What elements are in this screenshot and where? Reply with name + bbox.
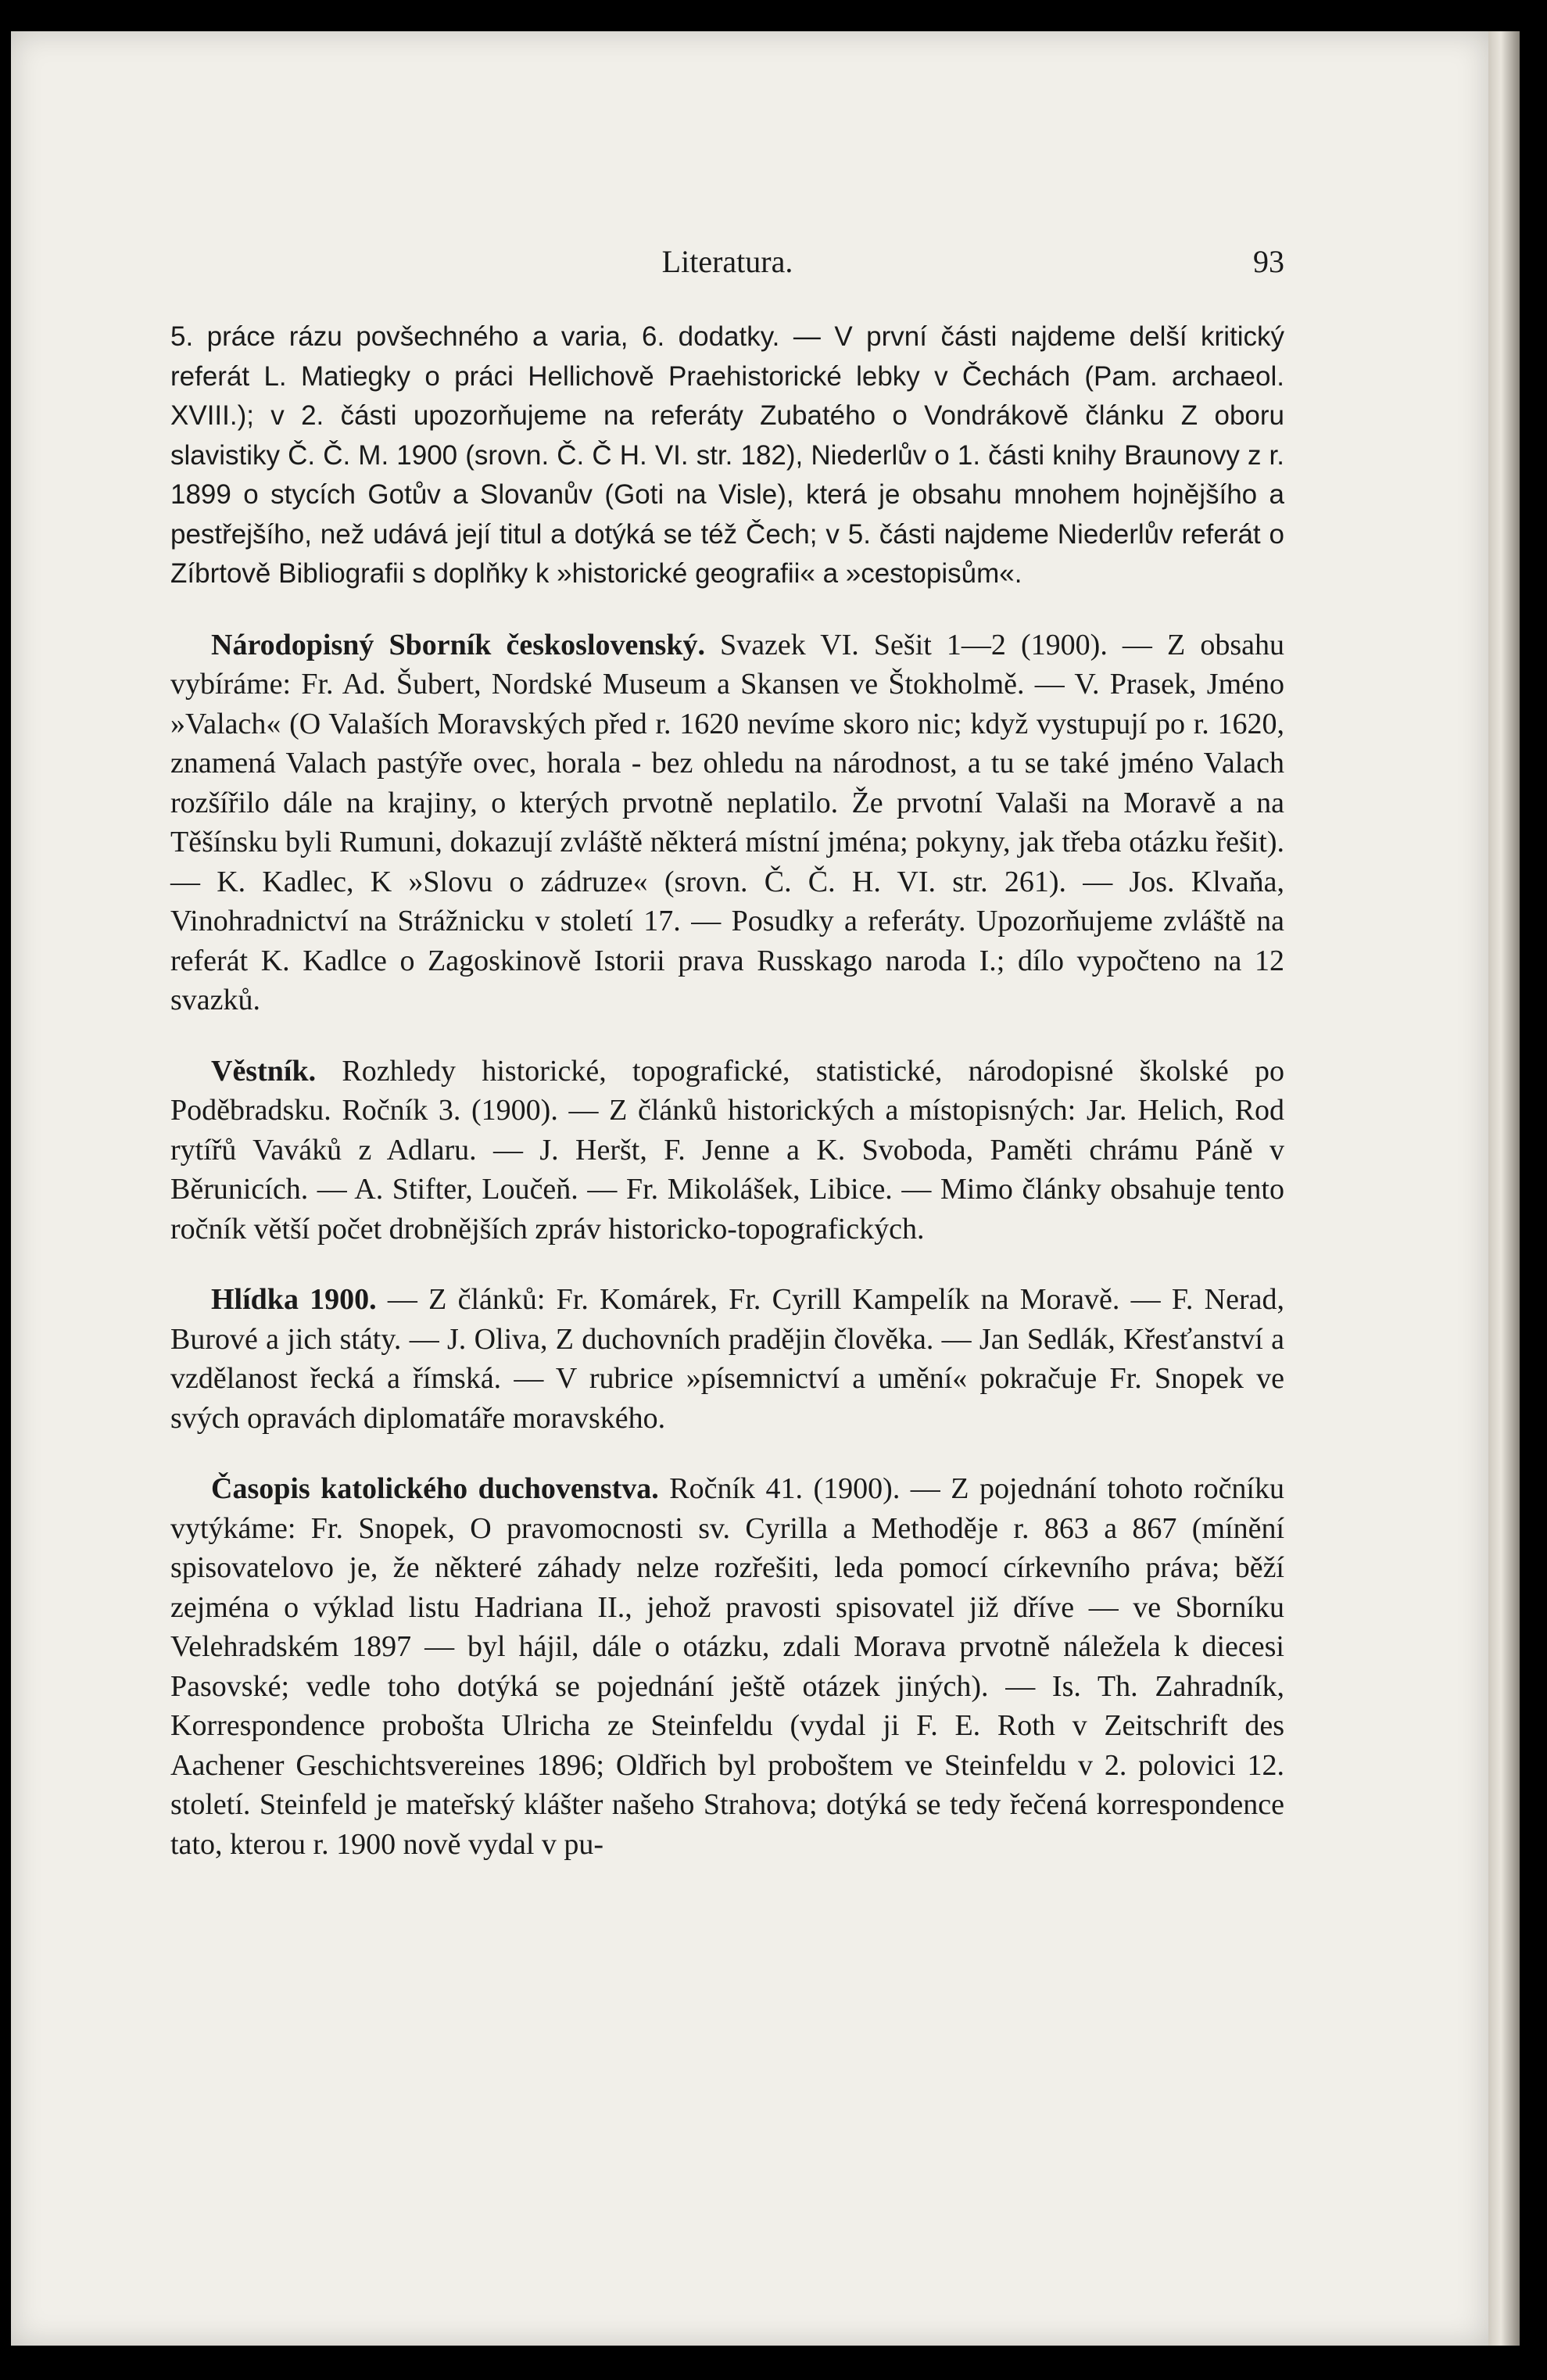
paragraph-casopis-katolickeho bbox=[170, 1469, 1284, 1864]
paragraph-heading: Věstník. bbox=[211, 1054, 317, 1088]
paragraph-text: Rozhledy historické, topografické, statistické, národopisné školské po Poděbradsku. Ročník 3. (1900). — Z článků historických a místopisných: Jar. Helich, Rod rytířů Vaváků z Adlaru. — J. Heršt, F. Jenne a K. Svoboda, Paměti chrámu Páně v Běrunicích. — A. Stifter, Loučeň. — Fr. Mikolášek, Libice. — Mimo články obsahuje tento ročník větší počet drobnějších zpráv historicko-topografických. bbox=[170, 1054, 1284, 1246]
page-number: 93 bbox=[1253, 244, 1284, 279]
paragraph-text: Ročník 41. (1900). — Z pojednání tohoto ročníku vytýkáme: Fr. Snopek, O pravomocnosti sv. Cyrilla a Methoděje r. 863 a 867 (mínění spisovatelovo je, že některé záhady nelze rozřešiti, leda pomocí církevního práva; běží zejména o výklad listu Hadriana II., jehož pravosti spisovatel již dříve — ve Sborníku Velehradském 1897 — byl hájil, dále o otázku, zdali Morava prvotně náležela k diecesi Pasovské; vedle toho dotýká se pojednání ještě otázek jiných). — Is. Th. Zahradník, Korrespondence probošta Ulricha ze Steinfeldu (vydal ji F. E. Roth v Zeitschrift des Aachener Geschichtsvereines 1896; Oldřich byl proboštem ve Steinfeldu v 2. polovici 12. století. Steinfeld je mateřský klášter našeho Strahova; dotýká se tedy řečená korrespondence tato, kterou r. 1900 nově vydal v pu- bbox=[170, 1472, 1284, 1861]
paragraph-text: Svazek VI. Sešit 1—2 (1900). — Z obsahu vybíráme: Fr. Ad. Šubert, Nordské Museum a Skansen ve Štokholmě. — V. Prasek, Jméno »Valach« (O Valaších Moravských před r. 1620 nevíme skoro nic; když vystupují po r. 1620, znamená Valach pastýře ovec, horala - bez ohledu na národnost, a tu se také jméno Valach rozšířilo dále na krajiny, o kterých prvotně neplatilo. Že prvotní Valaši na Moravě a na Těšínsku byli Rumuni, dokazují zvláště některá místní jména; pokyny, jak třeba otázku řešit). — K. Kadlec, K »Slovu o zádruze« (srovn. Č. Č. H. VI. str. 261). — Jos. Klvaňa, Vinohradnictví na Strážnicku v století 17. — Posudky a referáty. Upozorňujeme zvláště na referát K. Kadlce o Zagoskinově Istorii prava Russkago naroda I.; dílo vypočteno na 12 svazků. bbox=[170, 628, 1284, 1016]
paragraph-vestnik bbox=[170, 1052, 1284, 1249]
paragraph-heading: Hlídka 1900. bbox=[211, 1283, 377, 1316]
header-title: Literatura. bbox=[661, 244, 793, 279]
paragraph-heading: Časopis katolického duchovenstva. bbox=[211, 1472, 659, 1505]
paragraph-hlidka bbox=[170, 1280, 1284, 1438]
paragraph-continuation bbox=[170, 317, 1284, 594]
text-block bbox=[170, 242, 1284, 1895]
paragraph-narodopisny-sbornik bbox=[170, 625, 1284, 1020]
paragraph-text: — Z článků: Fr. Komárek, Fr. Cyrill Kampelík na Moravě. — F. Nerad, Burové a jich státy. — J. Oliva, Z duchovních pradějin člověka. — Jan Sedlák, Křesťanství a vzdělanost řecká a římská. — V rubrice »písemnictví a umění« pokračuje Fr. Snopek ve svých opravách diplomatáře moravského. bbox=[170, 1283, 1284, 1435]
running-header bbox=[170, 242, 1284, 297]
page-edge bbox=[1488, 31, 1520, 2346]
paragraph-text: 5. práce rázu povšechného a varia, 6. dodatky. — V první části najdeme delší kritický referát L. Matiegky o práci Hellichově Praehistorické lebky v Čechách (Pam. archaeol. XVIII.); v 2. části upozorňujeme na referáty Zubatého o Vondrákově článku Z oboru slavistiky Č. Č. M. 1900 (srovn. Č. Č H. VI. str. 182), Niederlův o 1. části knihy Braunovy z r. 1899 o stycích Gotův a Slovanův (Goti na Visle), která je obsahu mnohem hojnějšího a pestřejšího, než udává její titul a dotýká se též Čech; v 5. části najdeme Niederlův referát o Zíbrtově Bibliografii s doplňky k »historické geografii« a »cestopisům«. bbox=[170, 321, 1284, 589]
paragraph-heading: Národopisný Sborník československý. bbox=[211, 628, 705, 661]
